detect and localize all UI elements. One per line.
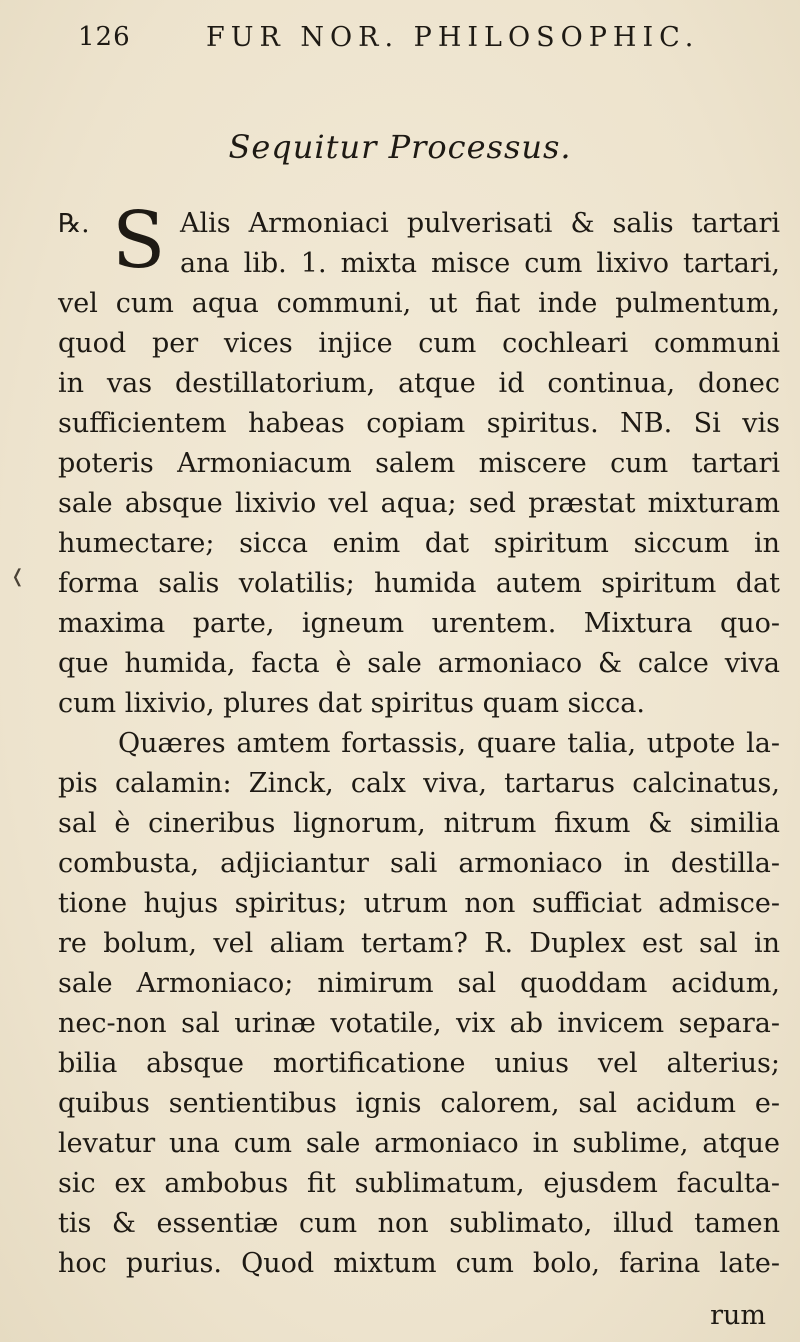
text-line: nec-non sal urinæ votatile, vix ab invicem separa- [58, 1008, 780, 1039]
text-line: bilia absque mortificatione unius vel alterius; [58, 1048, 780, 1079]
section-title: Sequitur Processus. [228, 128, 572, 166]
text-line: in vas destillatorium, atque id continua, donec [58, 368, 780, 399]
recipe-sign: ℞. [58, 209, 90, 239]
running-head: FUR NOR. PHILOSOPHIC. [206, 22, 700, 53]
text-line: forma salis volatilis; humida autem spiritum dat [58, 568, 780, 599]
text-line: humectare; sicca enim dat spiritum siccum in [58, 528, 780, 559]
text-line: tis & essentiæ cum non sublimato, illud tamen [58, 1208, 780, 1239]
text-line: combusta, adjiciantur sali armoniaco in destilla- [58, 848, 780, 879]
text-line: cum lixivio, plures dat spiritus quam sicca. [58, 688, 645, 719]
text-line: sale absque lixivio vel aqua; sed præstat mixturam [58, 488, 780, 519]
text-line: re bolum, vel aliam tertam? R. Duplex est sal in [58, 928, 780, 959]
text-line: que humida, facta è sale armoniaco & calce viva [58, 648, 780, 679]
text-line: Alis Armoniaci pulverisati & salis tartari [180, 208, 780, 239]
text-line: Quæres amtem fortassis, quare talia, utpote la- [118, 728, 780, 759]
text-line: tione hujus spiritus; utrum non sufficiat admisce- [58, 888, 780, 919]
page-header [78, 18, 758, 62]
margin-mark: ❬ [10, 566, 26, 587]
text-line: sale Armoniaco; nimirum sal quoddam acidum, [58, 968, 780, 999]
text-line: ana lib. 1. mixta misce cum lixivo tartari, [180, 248, 780, 279]
page-number: 126 [78, 22, 131, 52]
text-line: quod per vices injice cum cochleari communi [58, 328, 780, 359]
text-line: poteris Armoniacum salem miscere cum tartari [58, 448, 780, 479]
text-line: sic ex ambobus fit sublimatum, ejusdem faculta- [58, 1168, 780, 1199]
text-line: sufficientem habeas copiam spiritus. NB. Si vis [58, 408, 780, 439]
catchword: rum [710, 1300, 766, 1331]
text-line: levatur una cum sale armoniaco in sublime, atque [58, 1128, 780, 1159]
drop-cap: S [112, 196, 166, 286]
text-line: pis calamin: Zinck, calx viva, tartarus calcinatus, [58, 768, 780, 799]
text-line: quibus sentientibus ignis calorem, sal acidum e- [58, 1088, 780, 1119]
text-line: hoc purius. Quod mixtum cum bolo, farina late- [58, 1248, 780, 1279]
text-line: sal è cineribus lignorum, nitrum fixum & similia [58, 808, 780, 839]
text-line: vel cum aqua communi, ut fiat inde pulmentum, [58, 288, 780, 319]
text-line: maxima parte, igneum urentem. Mixtura quo- [58, 608, 780, 639]
